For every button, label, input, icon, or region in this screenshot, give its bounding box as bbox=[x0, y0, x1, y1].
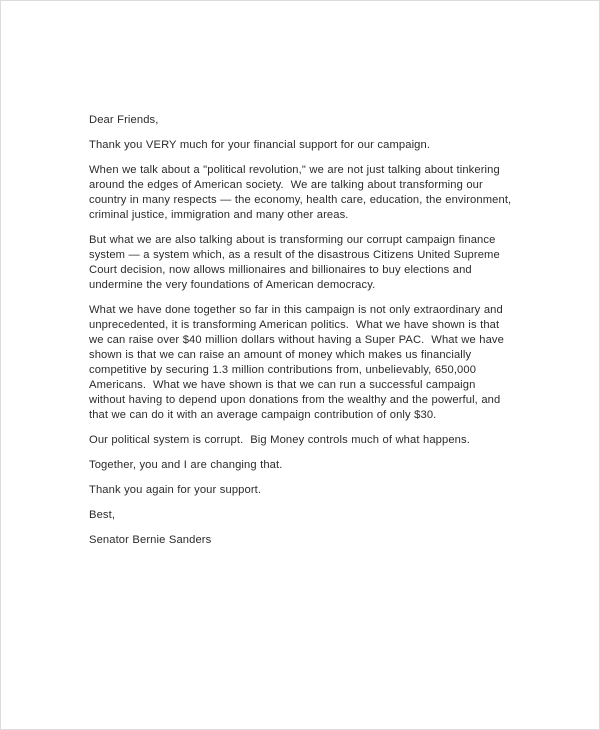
letter-paragraph-5: Our political system is corrupt. Big Money controls much of what happens. bbox=[89, 434, 470, 446]
letter-salutation: Dear Friends, bbox=[89, 114, 159, 126]
letter-paragraph-3: But what we are also talking about is transforming our corrupt campaign finance system — a system which, as a result of the disastrous Citizens United Supreme Court decision, now allows millionaires and billionaires to buy elections and undermine the very foundations of American democracy. bbox=[89, 234, 504, 291]
letter-paragraph-6: Together, you and I are changing that. bbox=[89, 459, 283, 471]
letter-paragraph-2: When we talk about a "political revolution," we are not just talking about tinkering around the edges of American society. We are talking about transforming our country in many respects — the economy, health care, education, the environment, criminal justice, immigration and many other areas. bbox=[89, 164, 515, 221]
letter-paragraph-4: What we have done together so far in this campaign is not only extraordinary and unprecedented, it is transforming American politics. What we have shown is that we can raise over $40 million dollars without having a Super PAC. What we have shown is that we can raise an amount of money which makes us financially competitive by securing 1.3 million contributions from, unbelievably, 650,000 Americans. What we have shown is that we can run a successful campaign without having to depend upon donations from the wealthy and the powerful, and that we can do it with an average campaign contribution of only $30. bbox=[89, 304, 508, 421]
letter-paragraph-7: Thank you again for your support. bbox=[89, 484, 262, 496]
letter-paragraph-1: Thank you VERY much for your financial support for our campaign. bbox=[89, 139, 431, 151]
letter-closing: Best, bbox=[89, 509, 116, 521]
letter-body bbox=[89, 113, 515, 548]
letter-signature: Senator Bernie Sanders bbox=[89, 534, 212, 546]
